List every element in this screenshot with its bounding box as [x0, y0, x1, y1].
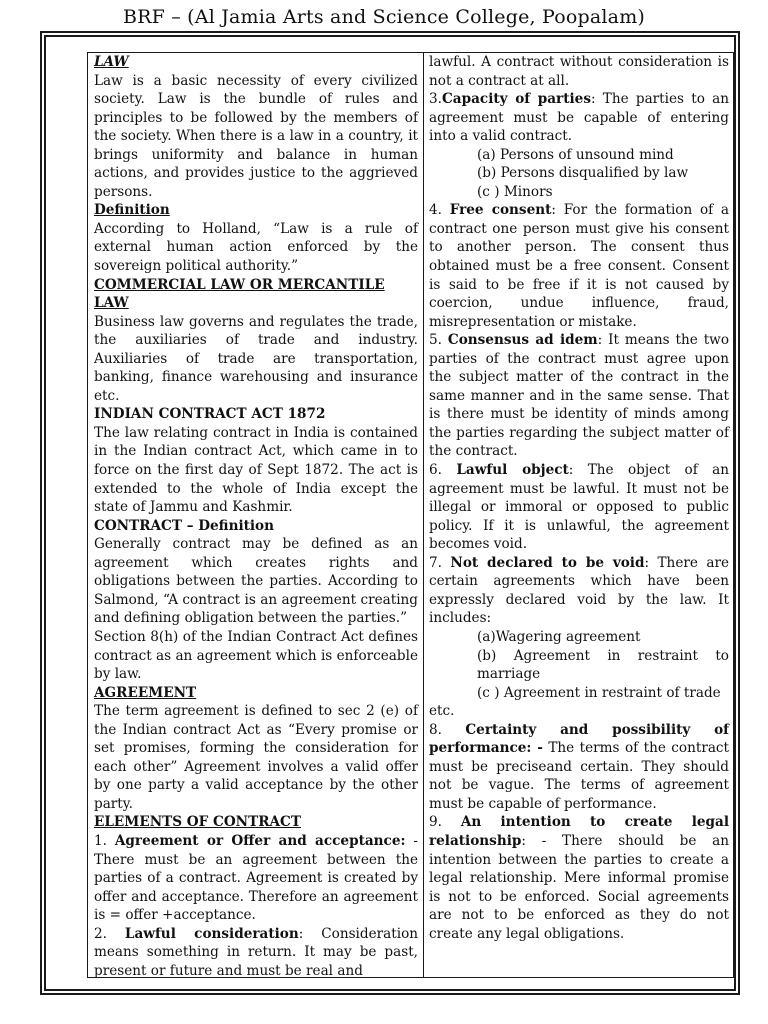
element-9-text: : - There should be an intention between the parties to create a legal relationship. Mere informal promise is not to be enforced. Social agreements are not to be enforced as they do not create any legal obligations. [429, 832, 729, 942]
element-7-text: : There are certain agreements which have been expressly declared void by the law. It includes: [429, 554, 729, 627]
void-item-b: (b) Agreement in restraint to marriage [477, 647, 729, 683]
element-1 [94, 832, 418, 925]
element-3 [429, 90, 729, 146]
element-8-title: Certainty and possibility of performance: - [429, 721, 730, 757]
element-6-title: Lawful object [456, 462, 569, 479]
contract-definition-text: Generally contract may be defined as an agreement which creates rights and obligations between the parties. According to Salmond, “A contract is an agreement creating and defining obligation between the parties.” [94, 536, 418, 627]
element-9-title: An intention to create legal relationship [429, 814, 730, 849]
element-4-num: 4. [429, 202, 450, 219]
element-1-text: - There must be an agreement between the parties of a contract. Agreement is created by offer and acceptance. Therefore an agreement is = offer +acceptance. [94, 832, 418, 924]
contract-act-heading: INDIAN CONTRACT ACT 1872 [94, 406, 326, 423]
void-item-c: (c ) Agreement in restraint of trade [477, 684, 721, 701]
element-7-title: Not declared to be void [450, 554, 645, 571]
element-9-num: 9. [429, 814, 461, 831]
page-header: BRF – (Al Jamia Arts and Science College, Poopalam) [122, 6, 646, 28]
elements-heading: ELEMENTS OF CONTRACT [94, 814, 301, 831]
element-7-num: 7. [429, 554, 451, 571]
commercial-law-heading: COMMERCIAL LAW OR MERCANTILE LAW [94, 276, 385, 312]
element-2-title: Lawful consideration [124, 925, 299, 942]
element-3-title: Capacity of parties [441, 91, 591, 108]
definition-text: According to Holland, “Law is a rule of external human action enforced by the sovereign political authority.” [94, 220, 418, 275]
content-table [87, 52, 734, 978]
element-9 [429, 813, 729, 943]
element-7 [429, 554, 729, 628]
element-6-num: 6. [429, 462, 457, 479]
contract-act-text: The law relating contract in India is contained in the Indian contract Act, which came in to force on the first day of Sept 1872. The act is extended to the whole of India except the state of Jammu and Kashmir. [94, 424, 418, 516]
element-3-num: 3. [429, 91, 442, 108]
element-5-num: 5. [429, 332, 448, 349]
element-2-num: 2. [94, 925, 125, 942]
element-8-num: 8. [429, 721, 466, 738]
agreement-heading: AGREEMENT [94, 684, 197, 701]
element-6 [429, 461, 729, 554]
element-5 [429, 331, 729, 461]
consideration-continued: lawful. A contract without consideration is not a contract at all. [429, 54, 729, 89]
element-4-title: Free consent [449, 202, 552, 219]
law-text: Law is a basic necessity of every civilized society. Law is the bundle of rules and principles to be followed by the members of the society. When there is a law in a country, it brings uniformity and balance in human actions, and provides justice to the aggrieved persons. [94, 72, 418, 200]
void-items-etc: etc. [429, 703, 455, 720]
element-5-text: : It means the two parties of the contract must agree upon the subject matter of the contract in the same manner and in the same sense. That is there must be identity of minds among the parties regarding the subject matter of the contract. [429, 332, 730, 460]
element-4 [429, 201, 729, 331]
element-4-text: : For the formation of a contract one person must give his consent to another person. The consent thus obtained must be a free consent. Consent is said to be free if it is not caused by coercion, undue influence, fraud, misrepresentation or mistake. [429, 202, 729, 330]
right-column [424, 53, 733, 977]
capacity-item-b: (b) Persons disqualified by law [477, 165, 689, 182]
element-5-title: Consensus ad idem [447, 332, 598, 349]
agreement-text: The term agreement is defined to sec 2 (e) of the Indian contract Act as “Every promise or set promises, forming the consideration for each other” Agreement involves a valid offer by one party a valid acceptance by the other party. [94, 703, 418, 812]
commercial-law-text: Business law governs and regulates the trade, the auxiliaries of trade and industry. Auxiliaries of trade are transportation, banking, finance warehousing and insurance etc. [94, 313, 418, 404]
element-8 [429, 721, 729, 814]
contract-definition-heading: CONTRACT – Definition [94, 517, 275, 534]
section-8h-text: Section 8(h) of the Indian Contract Act defines contract as an agreement which is enforceable by law. [94, 628, 418, 683]
element-1-title: Agreement or Offer and acceptance: [114, 832, 406, 849]
element-6-text: : The object of an agreement must be lawful. It must not be illegal or immoral or opposed to public policy. If it is unlawful, the agreement becomes void. [429, 462, 729, 553]
definition-heading: Definition [94, 202, 170, 219]
element-3-text: : The parties to an agreement must be capable of entering into a valid contract. [429, 91, 729, 145]
element-1-num: 1. [94, 832, 115, 849]
element-2 [94, 925, 418, 977]
capacity-item-a: (a) Persons of unsound mind [477, 146, 674, 163]
void-item-a: (a)Wagering agreement [477, 628, 641, 645]
left-column [88, 53, 424, 977]
element-2-text: : Consideration means something in return. It may be past, present or future and must be real and [94, 925, 419, 977]
law-heading: LAW [94, 54, 129, 70]
element-8-text: The terms of the contract must be preciseand certain. They should not be vague. The terms of agreement must be capable of performance. [429, 740, 729, 812]
capacity-item-c: (c ) Minors [477, 183, 553, 200]
